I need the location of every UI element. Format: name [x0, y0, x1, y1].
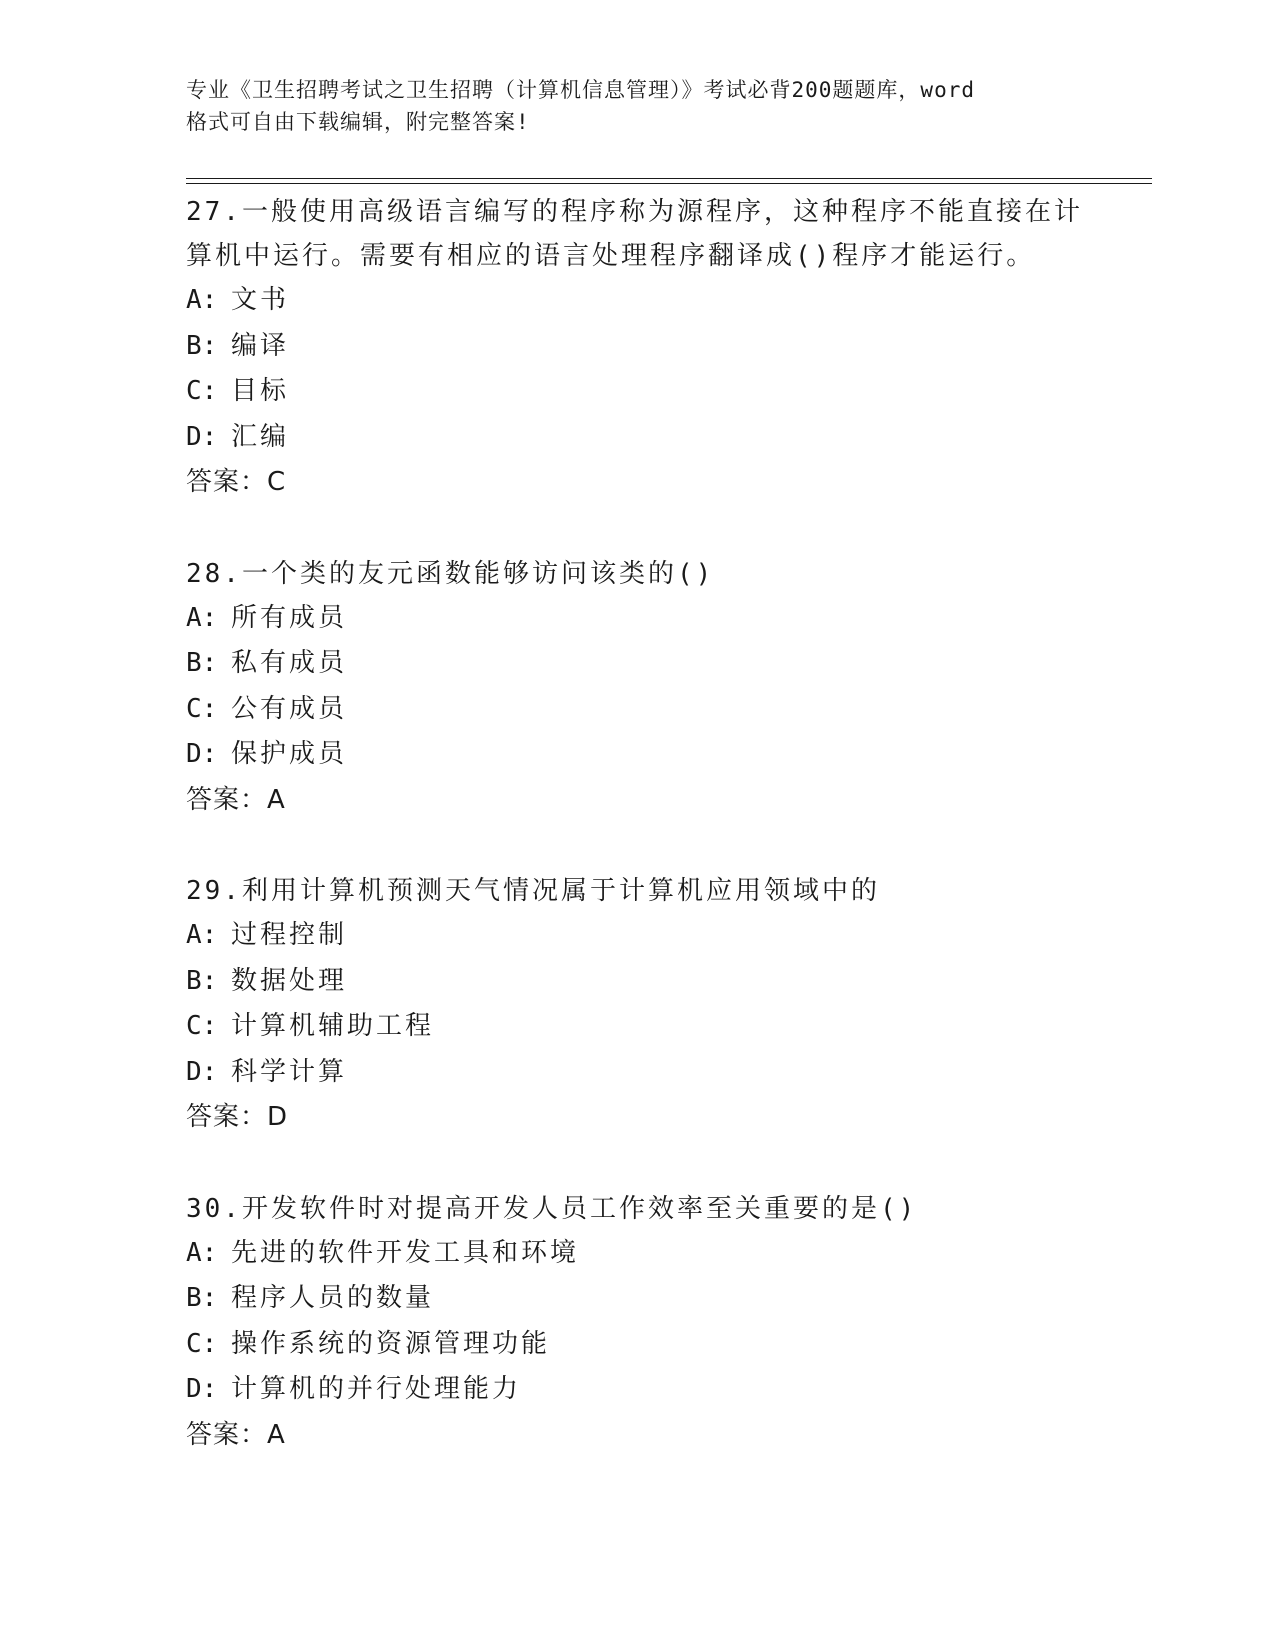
question-27 [186, 190, 1086, 506]
option-label: D: [186, 739, 218, 769]
option-text: 文书 [231, 285, 290, 315]
question-stem: 30.开发软件时对提高开发人员工作效率至关重要的是() [186, 1193, 918, 1224]
option-c [186, 687, 1086, 733]
option-text: 公有成员 [231, 693, 348, 724]
option-d [186, 732, 1086, 778]
option-text: 保护成员 [231, 739, 348, 769]
option-c [186, 1004, 1086, 1050]
answer-line: 答案：A [186, 784, 286, 815]
question-stem-line-2: 算机中运行。需要有相应的语言处理程序翻译成()程序才能运行。 [186, 241, 1036, 271]
option-label: C: [186, 1011, 218, 1041]
question-list [186, 190, 1086, 1504]
option-text: 计算机的并行处理能力 [231, 1374, 522, 1404]
option-label: D: [186, 1374, 218, 1404]
option-label: A: [186, 920, 218, 950]
answer-line: 答案：A [186, 1419, 286, 1450]
option-text: 科学计算 [231, 1056, 348, 1087]
answer-line: 答案：C [186, 467, 287, 497]
option-label: A: [186, 285, 218, 315]
option-a [186, 596, 1086, 642]
option-text: 程序人员的数量 [231, 1283, 435, 1313]
header-line-2: 格式可自由下载编辑，附完整答案! [186, 110, 530, 134]
option-c [186, 1322, 1086, 1368]
option-text: 所有成员 [231, 602, 348, 633]
option-label: D: [186, 421, 218, 452]
question-28 [186, 552, 1086, 824]
question-stem: 29.利用计算机预测天气情况属于计算机应用领域中的 [186, 876, 880, 906]
option-text: 私有成员 [231, 648, 348, 678]
option-label: C: [186, 1328, 218, 1359]
option-text: 操作系统的资源管理功能 [231, 1328, 551, 1359]
option-text: 目标 [231, 376, 290, 406]
option-label: C: [186, 693, 218, 724]
header-line-1: 专业《卫生招聘考试之卫生招聘（计算机信息管理）》考试必背200题题库，word [186, 78, 975, 102]
option-label: B: [186, 648, 218, 678]
question-stem [186, 190, 1086, 278]
option-d [186, 1050, 1086, 1096]
option-b [186, 1276, 1086, 1322]
option-text: 数据处理 [231, 965, 348, 996]
question-30 [186, 1187, 1086, 1459]
option-label: B: [186, 965, 218, 996]
option-a [186, 913, 1086, 959]
option-text: 过程控制 [231, 920, 348, 950]
option-label: C: [186, 376, 218, 406]
option-c [186, 369, 1086, 415]
option-d [186, 415, 1086, 461]
option-text: 编译 [231, 330, 290, 361]
question-stem-line-1: 27.一般使用高级语言编写的程序称为源程序，这种程序不能直接在计 [186, 197, 1083, 227]
option-text: 先进的软件开发工具和环境 [231, 1237, 580, 1268]
answer-line: 答案：D [186, 1102, 289, 1132]
option-d [186, 1367, 1086, 1413]
question-29 [186, 869, 1086, 1141]
option-a [186, 278, 1086, 324]
option-b [186, 641, 1086, 687]
option-label: B: [186, 1283, 218, 1313]
option-b [186, 324, 1086, 370]
option-text: 计算机辅助工程 [231, 1011, 435, 1041]
document-header [186, 74, 1106, 138]
question-stem: 28.一个类的友元函数能够访问该类的() [186, 558, 715, 589]
option-label: A: [186, 1237, 218, 1268]
option-label: A: [186, 602, 218, 633]
option-b [186, 959, 1086, 1005]
option-label: D: [186, 1056, 218, 1087]
header-divider-bottom [186, 183, 1152, 184]
option-label: B: [186, 330, 218, 361]
option-a [186, 1231, 1086, 1277]
option-text: 汇编 [231, 421, 290, 452]
header-divider-top [186, 178, 1152, 179]
